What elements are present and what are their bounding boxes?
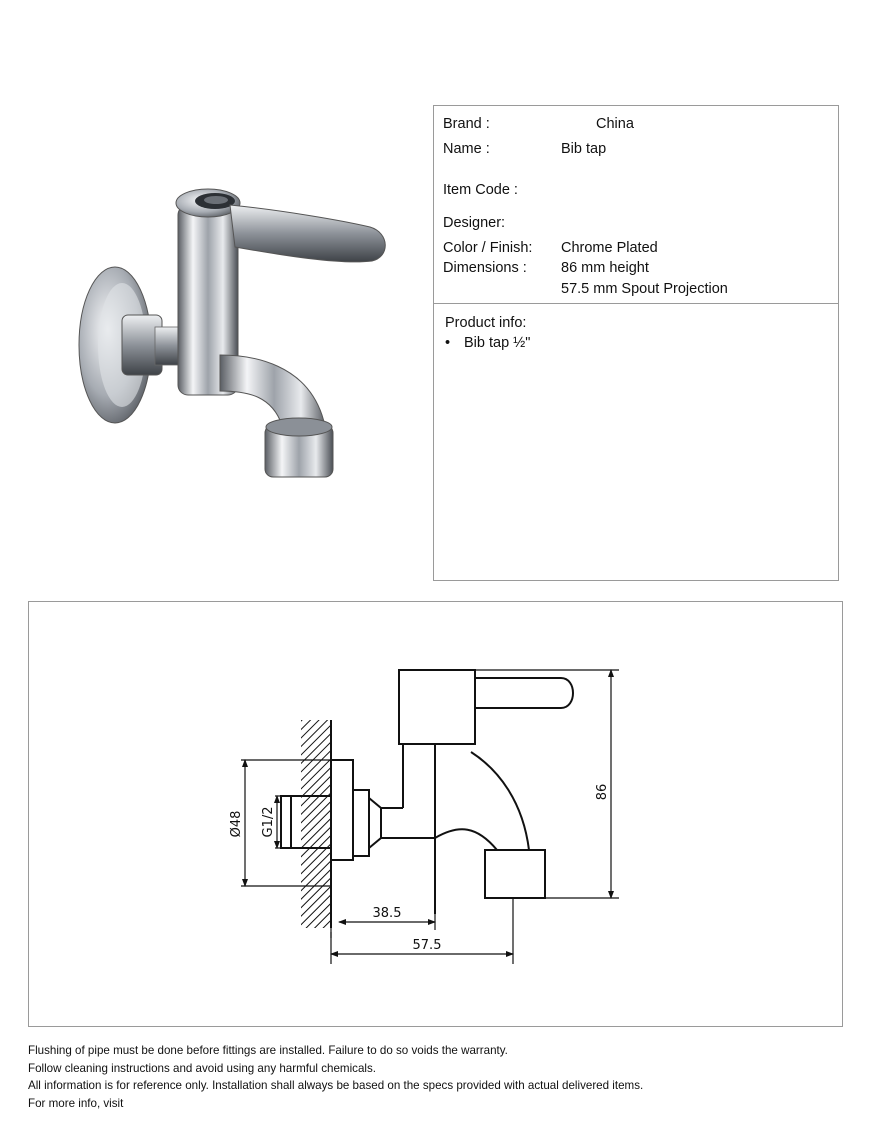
- thread-dimension-label: G1/2: [261, 806, 276, 838]
- offset-dimension-label: 38.5: [372, 906, 402, 921]
- name-value: Bib tap: [561, 141, 607, 157]
- body-top-block: [399, 670, 475, 744]
- product-info-title: Product info:: [445, 315, 527, 331]
- height-dimension-label: 86: [595, 783, 610, 801]
- footer-line-more-info: For more info, visit: [28, 1096, 124, 1110]
- spec-divider: [434, 303, 838, 304]
- designer-label: Designer:: [443, 215, 506, 231]
- wall-hatch: [301, 720, 331, 928]
- color-finish-label: Color / Finish:: [443, 240, 533, 256]
- dimensions-height: 86 mm height: [561, 260, 649, 276]
- bullet-dot: •: [445, 335, 451, 351]
- bullet-text: Bib tap ½": [464, 335, 531, 351]
- color-finish-value: Chrome Plated: [561, 240, 658, 256]
- technical-drawing: [29, 602, 844, 1028]
- item-code-label: Item Code :: [443, 182, 518, 198]
- name-label: Name :: [443, 141, 490, 157]
- technical-drawing-box: [28, 601, 843, 1027]
- product-info-bullet: [445, 335, 530, 351]
- footer-notes: [28, 1042, 643, 1112]
- outlet-outline: [485, 850, 545, 898]
- projection-dimension-label: 57.5: [412, 938, 442, 953]
- product-photo: [60, 165, 410, 505]
- diameter-dimension-label: Ø48: [229, 810, 244, 838]
- flange-outline: [331, 760, 353, 860]
- dimensions-label: Dimensions :: [443, 260, 527, 276]
- spec-box: [433, 105, 839, 581]
- footer-line-flushing: Flushing of pipe must be done before fittings are installed. Failure to do so voids the warranty.: [28, 1044, 508, 1057]
- footer-line-cleaning: Follow cleaning instructions and avoid using any harmful chemicals.: [28, 1061, 376, 1075]
- brand-label: Brand :: [443, 116, 490, 132]
- nut-outline: [353, 790, 369, 856]
- handle-outline: [475, 678, 573, 708]
- dimensions-projection: 57.5 mm Spout Projection: [561, 281, 728, 297]
- footer-line-reference: All information is for reference only. Installation shall always be based on the specs provided with actual delivered items.: [28, 1079, 644, 1092]
- brand-value: China: [596, 116, 634, 132]
